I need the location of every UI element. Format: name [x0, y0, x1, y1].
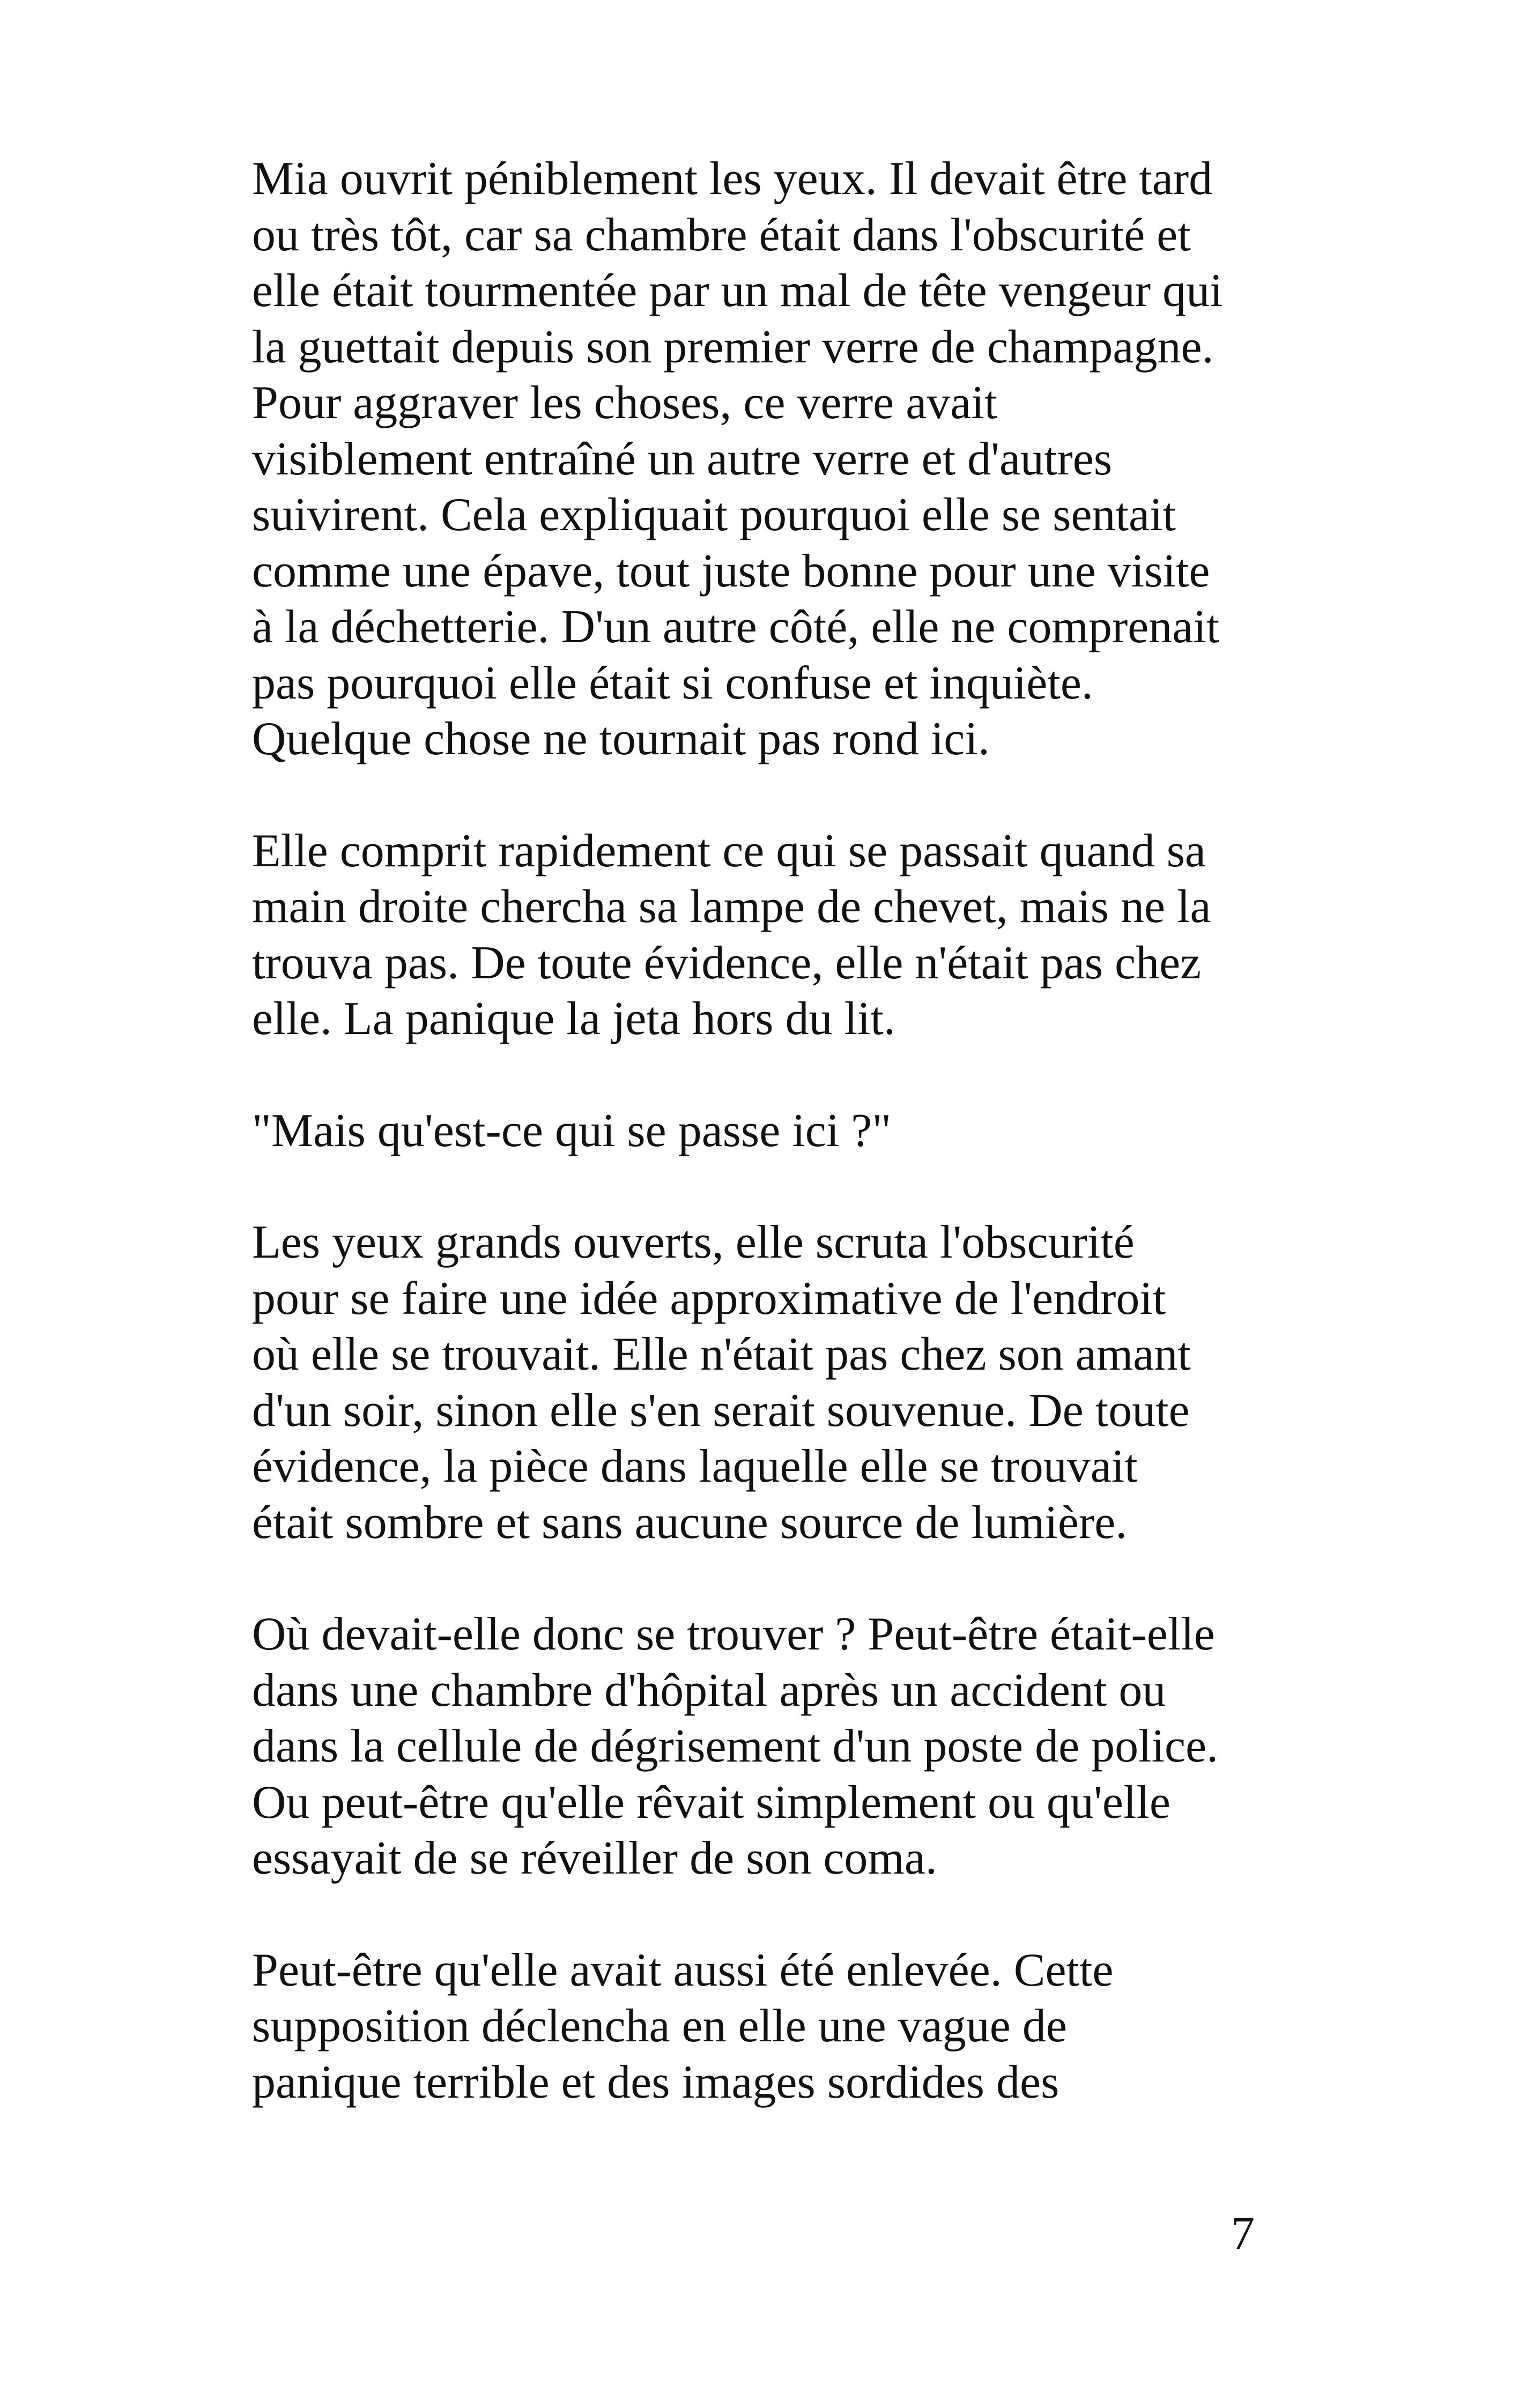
text-line: panique terrible et des images sordides des — [252, 2056, 1059, 2108]
text-line: était sombre et sans aucune source de lumière. — [252, 1496, 1128, 1549]
page-number: 7 — [1231, 2208, 1255, 2260]
text-line: la guettait depuis son premier verre de champagne. — [252, 321, 1214, 373]
text-line: Où devait-elle donc se trouver ? Peut-être était-elle — [252, 1608, 1215, 1660]
text-line: à la déchetterie. D'un autre côté, elle ne comprenait — [252, 601, 1220, 653]
paragraph-5 — [252, 1607, 1281, 1887]
text-line: suivirent. Cela expliquait pourquoi elle se sentait — [252, 489, 1176, 541]
paragraph-1 — [252, 151, 1281, 768]
text-line: où elle se trouvait. Elle n'était pas chez son amant — [252, 1328, 1191, 1380]
body-text — [252, 151, 1281, 2166]
text-line: trouva pas. De toute évidence, elle n'était pas chez — [252, 937, 1202, 989]
paragraph-6 — [252, 1943, 1281, 2111]
text-line: Mia ouvrit péniblement les yeux. Il devait être tard — [252, 153, 1213, 205]
text-line: visiblement entraîné un autre verre et d'autres — [252, 433, 1113, 485]
text-line: essayait de se réveiller de son coma. — [252, 1832, 937, 1884]
text-line: évidence, la pièce dans laquelle elle se trouvait — [252, 1440, 1138, 1492]
paragraph-4 — [252, 1215, 1281, 1551]
text-line: Pour aggraver les choses, ce verre avait — [252, 377, 998, 429]
text-line: elle était tourmentée par un mal de tête vengeur qui — [252, 265, 1223, 317]
text-line: d'un soir, sinon elle s'en serait souvenue. De toute — [252, 1384, 1190, 1437]
text-line: dans une chambre d'hôpital après un accident ou — [252, 1664, 1166, 1716]
text-line: main droite chercha sa lampe de chevet, mais ne la — [252, 881, 1211, 933]
text-line: supposition déclencha en elle une vague de — [252, 2000, 1067, 2052]
paragraph-3 — [252, 1103, 1281, 1160]
paragraph-2 — [252, 823, 1281, 1047]
text-line: pas pourquoi elle était si confuse et inquiète. — [252, 657, 1093, 709]
text-line: Peut-être qu'elle avait aussi été enlevée. Cette — [252, 1944, 1114, 1996]
text-line: Quelque chose ne tournait pas rond ici. — [252, 713, 990, 765]
text-line: elle. La panique la jeta hors du lit. — [252, 993, 895, 1045]
text-line: Elle comprit rapidement ce qui se passait quand sa — [252, 824, 1206, 877]
text-line: dans la cellule de dégrisement d'un poste de police. — [252, 1720, 1219, 1772]
text-line: "Mais qu'est-ce qui se passe ici ?" — [252, 1104, 892, 1157]
text-line: ou très tôt, car sa chambre était dans l'obscurité et — [252, 209, 1191, 261]
text-line: Les yeux grands ouverts, elle scruta l'obscurité — [252, 1216, 1135, 1268]
text-line: pour se faire une idée approximative de l'endroit — [252, 1272, 1166, 1325]
text-line: Ou peut-être qu'elle rêvait simplement ou qu'elle — [252, 1776, 1170, 1829]
text-line: comme une épave, tout juste bonne pour une visite — [252, 545, 1210, 597]
